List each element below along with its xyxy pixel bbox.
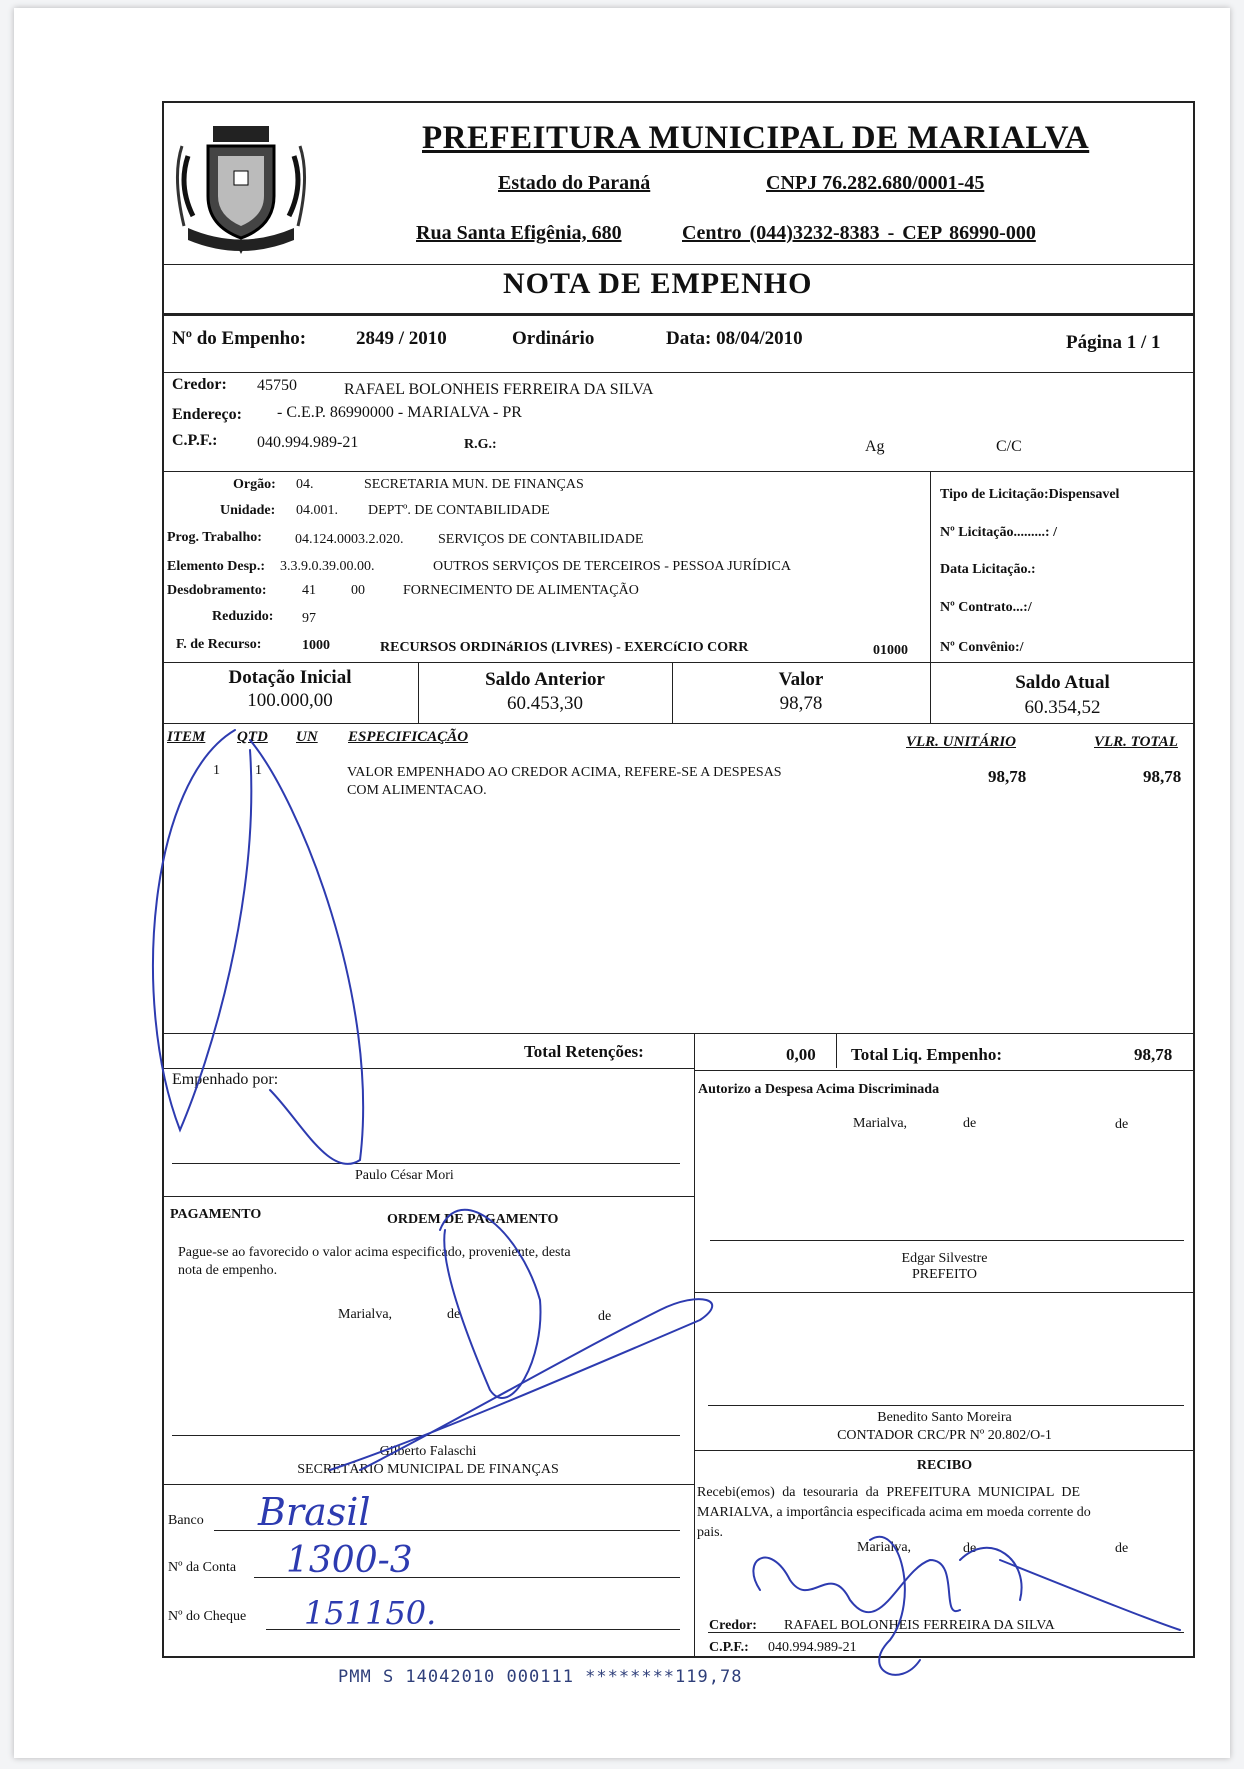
amount-label: Valor xyxy=(778,669,824,690)
item-quantity: 1 xyxy=(255,763,262,778)
program-code: 04.124.0003.2.020. xyxy=(295,532,404,547)
unidade-name: DEPTº. DE CONTABILIDADE xyxy=(368,503,550,518)
signature-line xyxy=(708,1405,1184,1406)
net-total-value: 98,78 xyxy=(1134,1045,1173,1064)
total-retentions-label: Total Retenções: xyxy=(524,1042,644,1061)
divider xyxy=(162,1033,1195,1034)
processing-stamp: PMM S 14042010 000111 ********119,78 xyxy=(338,1667,743,1687)
element-label: Elemento Desp.: xyxy=(167,559,265,574)
state-name: Estado do Paraná xyxy=(498,172,651,194)
credor-cpf: 040.994.989-21 xyxy=(257,434,359,451)
orgao-name: SECRETARIA MUN. DE FINANÇAS xyxy=(364,477,584,492)
reduced-code: 97 xyxy=(302,611,316,626)
authorization-date-de2: de xyxy=(1115,1117,1129,1132)
col-item: ITEM xyxy=(167,729,206,745)
divider xyxy=(162,1068,694,1069)
divider xyxy=(694,1450,1195,1451)
element-code: 3.3.9.0.39.00.00. xyxy=(280,559,375,574)
receipt-cpf-value: 040.994.989-21 xyxy=(768,1640,857,1655)
receipt-place: Marialva, xyxy=(857,1540,912,1555)
reduced-label: Reduzido: xyxy=(212,609,274,624)
empenho-type: Ordinário xyxy=(512,328,595,349)
receipt-creditor-name: RAFAEL BOLONHEIS FERREIRA DA SILVA xyxy=(784,1618,1055,1633)
payment-order-title: ORDEM DE PAGAMENTO xyxy=(387,1212,559,1227)
item-unit-value: 98,78 xyxy=(988,767,1027,786)
payment-place: Marialva, xyxy=(338,1307,393,1322)
bidding-number: Nº Licitação.........: / xyxy=(940,525,1057,540)
bank-label: Banco xyxy=(168,1513,204,1528)
address-details: Centro (044)3232-8383 - CEP 86990-000 xyxy=(682,222,1036,244)
element-name: OUTROS SERVIÇOS DE TERCEIROS - PESSOA JURÍDICA xyxy=(433,559,792,574)
program-name: SERVIÇOS DE CONTABILIDADE xyxy=(438,532,644,547)
credor-address: - C.E.P. 86990000 - MARIALVA - PR xyxy=(277,404,522,421)
agency-label: Ag xyxy=(865,438,885,455)
document-title: NOTA DE EMPENHO xyxy=(503,267,813,300)
signature-line xyxy=(710,1240,1184,1241)
item-total-value: 98,78 xyxy=(1143,767,1182,786)
resource-name: RECURSOS ORDINáRIOS (LIVRES) - EXERCíCIO CORR xyxy=(380,640,749,655)
breakdown-subcode: 00 xyxy=(351,583,365,598)
account-number-label: Nº da Conta xyxy=(168,1560,237,1575)
breakdown-code: 41 xyxy=(302,583,316,598)
resource-code: 1000 xyxy=(302,638,330,653)
col-specification: ESPECIFICAÇÃO xyxy=(348,729,469,745)
current-balance-label: Saldo Atual xyxy=(1015,672,1110,693)
payment-date-de2: de xyxy=(598,1309,612,1324)
check-number-label: Nº do Cheque xyxy=(168,1609,247,1624)
divider xyxy=(162,662,1195,663)
mayor-name: Edgar Silvestre xyxy=(901,1251,988,1266)
item-description-line2: COM ALIMENTACAO. xyxy=(347,783,487,798)
street-address: Rua Santa Efigênia, 680 xyxy=(416,222,622,244)
cpf-label: C.P.F.: xyxy=(172,432,218,449)
divider xyxy=(162,471,1195,472)
divider xyxy=(162,264,1195,265)
empenho-date: Data: 08/04/2010 xyxy=(666,328,803,349)
credor-label: Credor: xyxy=(172,376,227,393)
col-unit: UN xyxy=(296,729,318,745)
receipt-text-line3: pais. xyxy=(697,1525,724,1540)
committed-by-label: Empenhado por: xyxy=(172,1071,279,1088)
initial-allocation-value: 100.000,00 xyxy=(247,690,333,711)
receipt-creditor-label: Credor: xyxy=(709,1618,757,1633)
contract-number: Nº Contrato...:/ xyxy=(940,600,1032,615)
handwritten-bank: Brasil xyxy=(258,1490,371,1534)
col-quantity: QTD xyxy=(237,729,268,745)
divider xyxy=(162,313,1195,316)
divider xyxy=(930,471,931,662)
item-description-line1: VALOR EMPENHADO AO CREDOR ACIMA, REFERE-SE A DESPESAS xyxy=(347,765,782,780)
signature-line xyxy=(172,1163,680,1164)
accountant-role: CONTADOR CRC/PR Nº 20.802/O-1 xyxy=(837,1428,1052,1443)
divider xyxy=(694,1292,1195,1293)
divider xyxy=(694,1068,695,1658)
amount-value: 98,78 xyxy=(779,693,823,714)
current-balance-value: 60.354,52 xyxy=(1024,697,1101,718)
rg-label: R.G.: xyxy=(464,437,497,452)
handwritten-account: 1300-3 xyxy=(286,1540,413,1581)
divider xyxy=(162,1484,694,1485)
program-label: Prog. Trabalho: xyxy=(167,530,262,545)
coat-of-arms-logo xyxy=(168,116,314,256)
previous-balance-label: Saldo Anterior xyxy=(485,669,605,690)
receipt-cpf-label: C.P.F.: xyxy=(709,1640,749,1655)
divider xyxy=(162,372,1195,373)
payment-text-line2: nota de empenho. xyxy=(178,1263,278,1278)
divider xyxy=(694,1033,695,1068)
authorization-title: Autorizo a Despesa Acima Discriminada xyxy=(698,1082,940,1097)
previous-balance-value: 60.453,30 xyxy=(507,693,583,714)
signature-line xyxy=(172,1435,680,1436)
total-retentions-value: 0,00 xyxy=(786,1045,816,1064)
handwritten-check: 151150. xyxy=(304,1594,437,1632)
receipt-text-line2: MARIALVA, a importância especificada acima em moeda corrente do xyxy=(697,1505,1091,1520)
credor-code: 45750 xyxy=(257,377,297,394)
divider xyxy=(694,1070,1195,1071)
mayor-role: PREFEITO xyxy=(911,1267,978,1282)
receipt-date-de1: de xyxy=(963,1541,977,1556)
orgao-label: Orgão: xyxy=(233,477,276,492)
credor-name: RAFAEL BOLONHEIS FERREIRA DA SILVA xyxy=(344,381,654,398)
bidding-type: Tipo de Licitação:Dispensavel xyxy=(940,487,1120,502)
municipality-title: PREFEITURA MUNICIPAL DE MARIALVA xyxy=(422,120,1090,156)
resource-label: F. de Recurso: xyxy=(176,637,262,652)
agreement-number: Nº Convênio:/ xyxy=(940,640,1024,655)
resource-number: 01000 xyxy=(873,643,908,658)
page-number: Página 1 / 1 xyxy=(1066,332,1161,353)
item-number: 1 xyxy=(213,763,220,778)
finance-secretary-role: SECRETÁRIO MUNICIPAL DE FINANÇAS xyxy=(297,1462,559,1477)
initial-allocation-label: Dotação Inicial xyxy=(228,667,352,688)
finance-secretary-name: Gilberto Falaschi xyxy=(379,1444,477,1459)
committed-by-signer: Paulo César Mori xyxy=(355,1168,454,1183)
account-label: C/C xyxy=(996,438,1022,455)
col-total-value: VLR. TOTAL xyxy=(1094,734,1178,750)
authorization-date-de1: de xyxy=(963,1116,977,1131)
payment-date-de1: de xyxy=(447,1307,461,1322)
empenho-label: Nº do Empenho: xyxy=(172,328,307,349)
net-total-label: Total Liq. Empenho: xyxy=(851,1045,1002,1064)
receipt-text-line1: Recebi(emos) da tesouraria da PREFEITURA MUNICIPAL DE xyxy=(697,1485,1081,1500)
col-unit-value: VLR. UNITÁRIO xyxy=(906,734,1017,750)
payment-text-line1: Pague-se ao favorecido o valor acima especificado, proveniente, desta xyxy=(178,1245,571,1260)
authorization-place: Marialva, xyxy=(853,1116,908,1131)
address-label: Endereço: xyxy=(172,406,242,423)
receipt-date-de2: de xyxy=(1115,1541,1129,1556)
bidding-date: Data Licitação.: xyxy=(940,562,1036,577)
cnpj-number: CNPJ 76.282.680/0001-45 xyxy=(766,172,985,194)
unidade-code: 04.001. xyxy=(296,503,338,518)
breakdown-name: FORNECIMENTO DE ALIMENTAÇÃO xyxy=(403,583,639,598)
divider xyxy=(836,1033,837,1068)
unidade-label: Unidade: xyxy=(220,503,276,518)
breakdown-label: Desdobramento: xyxy=(167,583,267,598)
orgao-code: 04. xyxy=(296,477,314,492)
divider xyxy=(162,1196,694,1197)
receipt-title: RECIBO xyxy=(916,1458,973,1473)
empenho-number: 2849 / 2010 xyxy=(356,328,447,349)
accountant-name: Benedito Santo Moreira xyxy=(877,1410,1012,1425)
payment-label: PAGAMENTO xyxy=(170,1207,262,1222)
divider xyxy=(162,723,1195,724)
